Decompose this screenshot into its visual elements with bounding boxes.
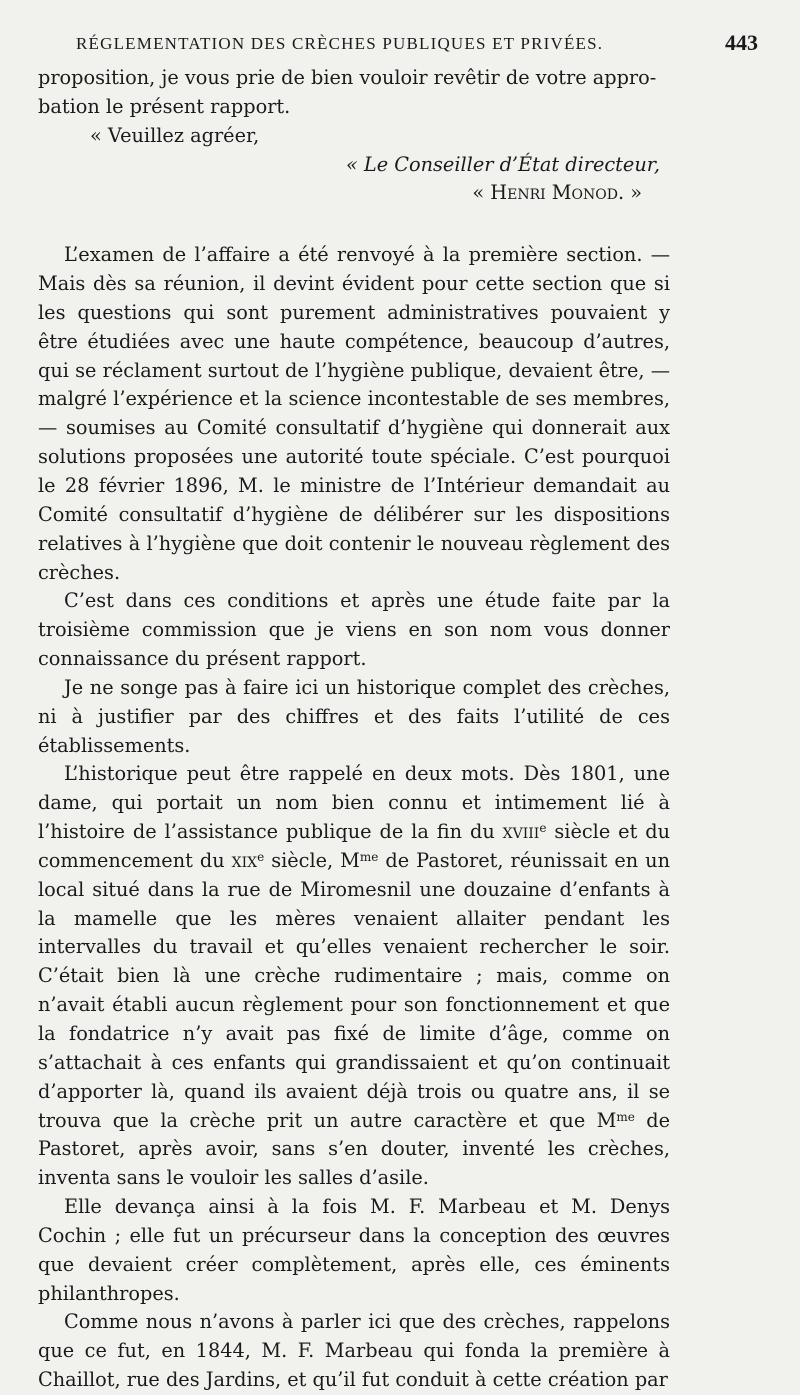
page-number: 443 <box>725 30 758 55</box>
text-run: siècle, M <box>264 848 360 872</box>
signature-title: « Le Conseiller d’État directeur, <box>345 152 660 176</box>
superscript-me: me <box>616 1109 635 1124</box>
paragraph-conditions: C’est dans ces conditions et après une étude faite par la troisième commission que je viens en son nom vous donner connaissance du présent rapport. <box>38 589 670 671</box>
running-title: RÉGLEMENTATION DES CRÈCHES PUBLIQUES ET PRIVÉES. <box>76 34 604 53</box>
paragraph-precurseur: Elle devança ainsi à la fois M. F. Marbeau et M. Denys Cochin ; elle fut un précurseur dans la conception des œuvres que devaient créer complètement, après elle, ces éminents philanthropes. <box>38 1195 670 1305</box>
paragraph-historique-intro: Je ne songe pas à faire ici un historique complet des crèches, ni à justifier par des chiffres et des faits l’utilité de ces établissements. <box>38 675 670 757</box>
signature-name: « Henri Monod. » <box>472 181 642 205</box>
text-run: L’historique peut être rappelé en deux mots. Dès 1801, une dame, qui portait un nom bien connu et intimement lié à l’histoire de l’assistance publique de la fin du <box>38 762 670 844</box>
text-run: siècle et du commencement du <box>38 820 670 872</box>
superscript-e: e <box>257 849 265 864</box>
paragraph-examen: L’examen de l’affaire a été renvoyé à la première section. — Mais dès sa réunion, il devint évident pour cette section que si les questions qui sont purement administratives pouvaient y être étudiées avec une haute compétence, beaucoup d’autres, qui se réclament surtout de l’hygiène publique, devaient être, — malgré l’expérience et la science incontestable de ses membres, — soumises au Comité consultatif d’hygiène qui donnerait aux solutions proposées une autorité toute spéciale. C’est pourquoi le 28 février 1896, M. le ministre de l’Intérieur demandait au Comité consultatif d’hygiène de délibérer sur les dispositions relatives à l’hygiène que doit contenir le nouveau règlement des crèches. <box>38 243 670 584</box>
text-run: de Pastoret, après avoir, sans s’en douter, inventé les crèches, inventa sans le vouloir les salles d’asile. <box>38 1108 670 1190</box>
page-header <box>76 30 758 55</box>
paragraph-historique <box>38 760 670 1193</box>
paragraph-marbeau: Comme nous n’avons à parler ici que des crèches, rappelons que ce fut, en 1844, M. F. Marbeau qui fonda la première à Chaillot, rue des Jardins, et qu’il fut conduit à cette création par <box>38 1310 670 1392</box>
superscript-me: me <box>359 849 379 864</box>
century-18: xviii <box>502 820 540 844</box>
page-body <box>38 64 670 1395</box>
century-19: xix <box>231 848 258 872</box>
letter-line-1: proposition, je vous prie de bien vouloir revêtir de votre appro- <box>38 66 657 89</box>
letter-closing: « Veuillez agréer, <box>90 123 260 147</box>
section-gap <box>38 208 670 241</box>
text-run: de Pastoret, réunissait en un local situé dans la rue de Miromesnil une douzaine d’enfants à la mamelle que les mères venaient allaiter pendant les intervalles du travail et qu’elles venaient rechercher le soir. C’était bien là une crèche rudimentaire ; mais, comme on n’avait établi aucun règlement pour son fonctionnement et que la fondatrice n’y avait pas fixé de limite d’âge, comme on s’attachait à ces enfants qui grandissaient et qu’on continuait d’apporter là, quand ils avaient déjà trois ou quatre ans, il se trouva que la crèche prit un autre caractère et que M <box>38 848 670 1132</box>
letter-line-2: bation le présent rapport. <box>38 94 291 118</box>
superscript-e: e <box>539 821 547 836</box>
